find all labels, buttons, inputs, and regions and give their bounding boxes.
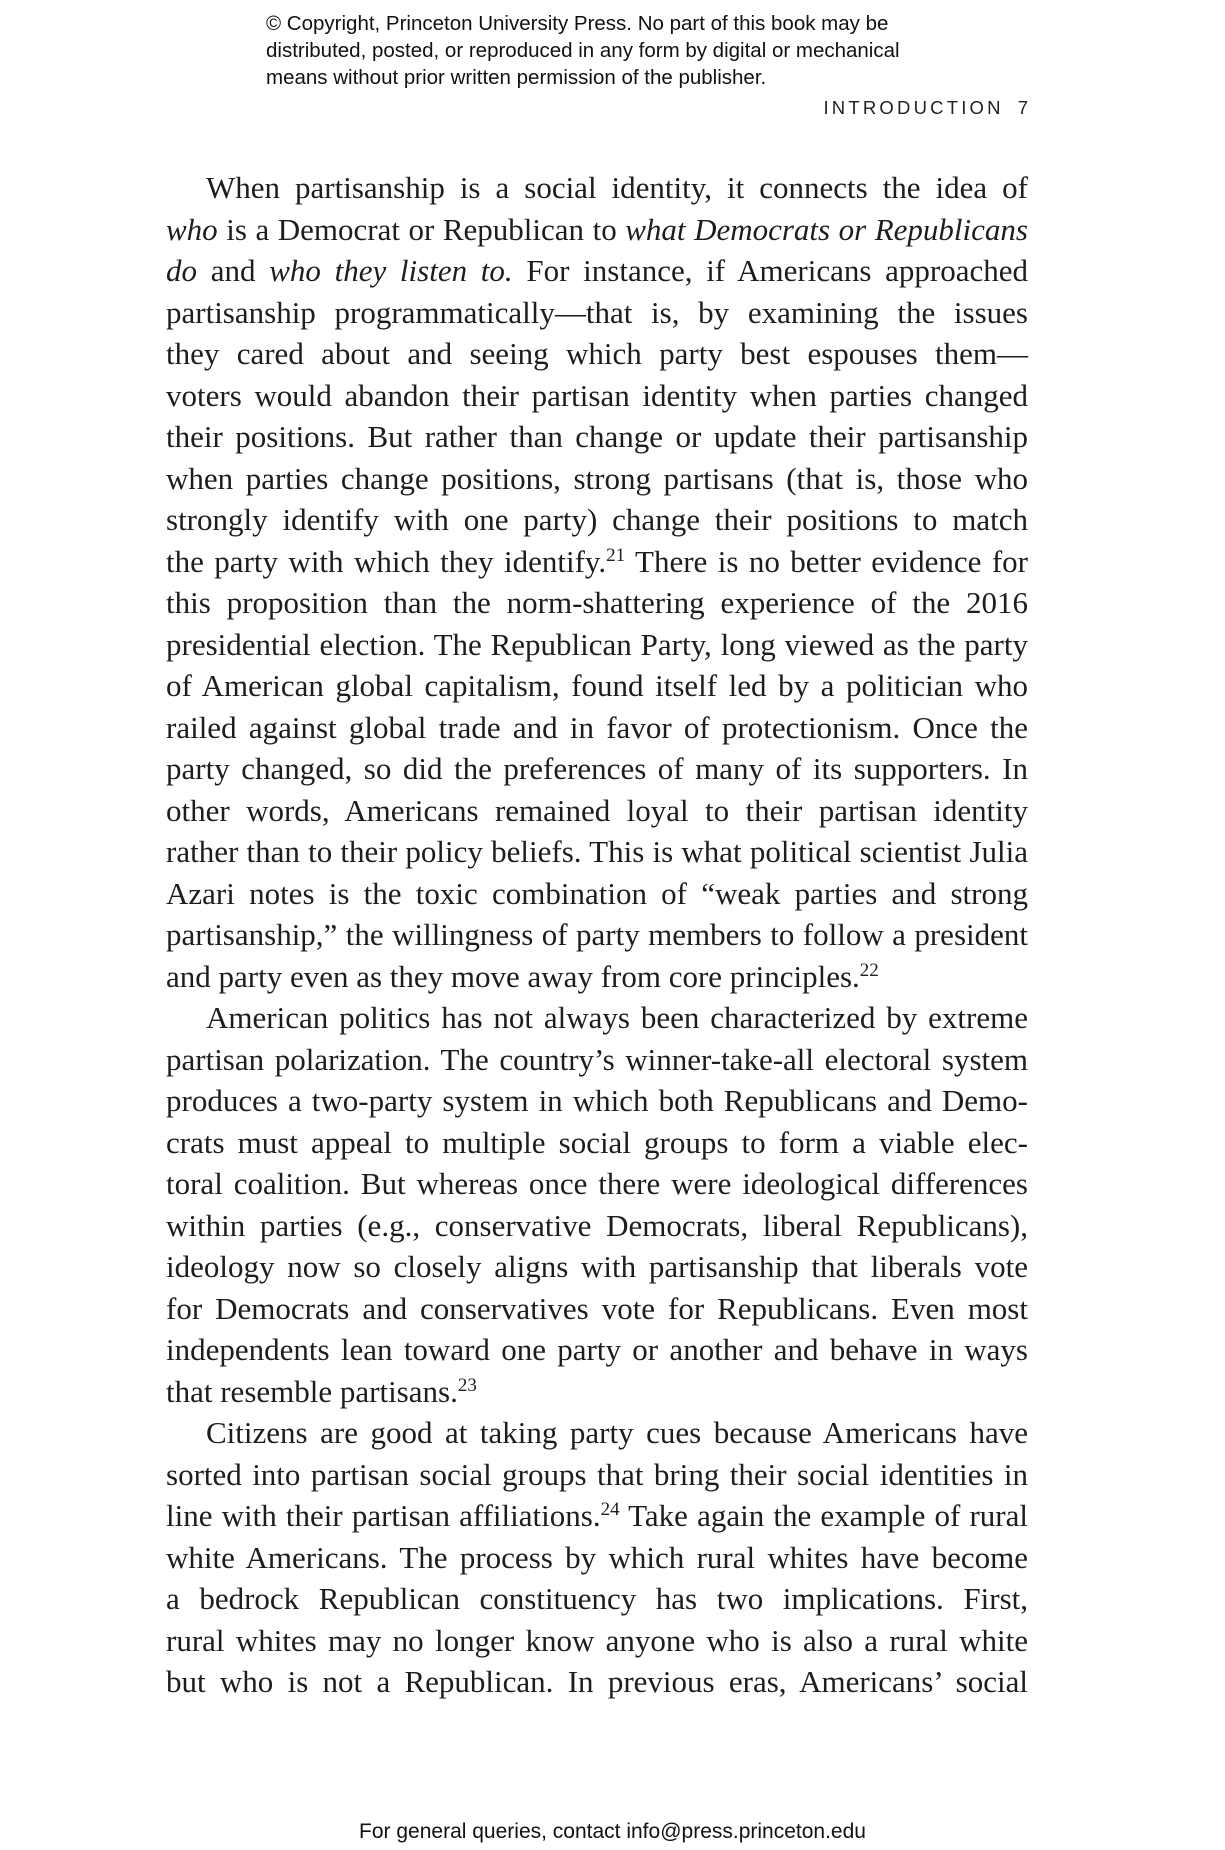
text-line: [166, 292, 1028, 334]
italic-run: do: [166, 253, 197, 288]
text-line: [166, 624, 1028, 666]
text-run: American politics has not always been characterized by extreme: [206, 1000, 1028, 1035]
text-line: [166, 1412, 1028, 1454]
text-line: [166, 1661, 1028, 1703]
text-run: railed against global trade and in favor of protectionism. Once the: [166, 709, 1028, 745]
text-line: [166, 1454, 1028, 1496]
footnote-marker[interactable]: 22: [859, 959, 879, 981]
text-run: they cared about and seeing which party best espouses them—: [166, 336, 1028, 371]
text-line: [166, 375, 1028, 417]
text-line: [166, 582, 1028, 624]
text-run: within parties (e.g., conservative Democrats, liberal Republicans),: [166, 1207, 1028, 1243]
text-run: other words, Americans remained loyal to their partisan identity: [166, 792, 1028, 828]
text-line: [166, 1039, 1028, 1081]
text-line: [166, 790, 1028, 832]
text-run: strongly identify with one party) change their positions to match: [166, 502, 1028, 537]
footer-contact: For general queries, contact info@press.princeton.edu: [359, 1820, 866, 1843]
text-line: [166, 458, 1028, 500]
footnote-marker[interactable]: 21: [606, 544, 626, 566]
text-line: [166, 1329, 1028, 1371]
text-run: rather than to their policy beliefs. This is what political scientist Julia: [166, 834, 1028, 869]
text-run: presidential election. The Republican Party, long viewed as the party: [166, 626, 1028, 662]
text-line: [166, 1288, 1028, 1330]
text-run: toral coalition. But whereas once there were ideological differences: [166, 1166, 1028, 1201]
text-run: line with their partisan affiliations.: [166, 1498, 601, 1533]
paragraph: [166, 1412, 1028, 1703]
text-run: crats must appeal to multiple social groups to form a viable elec-: [166, 1124, 1028, 1160]
text-line: [166, 250, 1028, 292]
text-run: When partisanship is a social identity, it connects the idea of: [206, 170, 1028, 205]
italic-run: what Democrats or Republicans: [625, 211, 1028, 247]
text-run: the party with which they identify.: [166, 543, 607, 579]
text-line: [166, 1205, 1028, 1247]
text-line: [166, 1620, 1028, 1662]
text-run: partisanship,” the willingness of party members to follow a president: [166, 917, 1028, 952]
text-run: Azari notes is the toxic combination of “weak parties and strong: [166, 875, 1028, 911]
text-line: [166, 1578, 1028, 1620]
footnote-marker[interactable]: 23: [457, 1374, 477, 1396]
text-run: partisan polarization. The country’s winner-take-all electoral system: [166, 1041, 1028, 1077]
text-line: [166, 167, 1028, 209]
text-line: [166, 956, 1028, 998]
text-run: a bedrock Republican constituency has two implications. First,: [166, 1581, 1028, 1616]
text-line: [166, 707, 1028, 749]
text-run: is a Democrat or Republican to: [217, 211, 626, 247]
text-line: [166, 665, 1028, 707]
text-run: Citizens are good at taking party cues because Americans have: [206, 1415, 1028, 1450]
text-run: Take again the example of rural: [619, 1498, 1028, 1533]
text-line: [166, 1495, 1028, 1537]
text-line: [166, 1537, 1028, 1579]
text-run: of American global capitalism, found itself led by a politician who: [166, 668, 1028, 703]
text-run: produces a two-party system in which both Republicans and Demo-: [166, 1083, 1028, 1118]
copyright-line: distributed, posted, or reproduced in any form by digital or mechanical: [266, 39, 900, 62]
text-line: [166, 416, 1028, 458]
text-line: [166, 873, 1028, 915]
text-run: this proposition than the norm-shattering experience of the 2016: [166, 585, 1028, 620]
text-line: [166, 1122, 1028, 1164]
copyright-notice: [266, 10, 1026, 91]
running-head-section: INTRODUCTION: [823, 97, 1004, 118]
text-run: sorted into partisan social groups that bring their social identities in: [166, 1456, 1028, 1492]
running-head: [166, 97, 1028, 119]
text-run: For instance, if Americans approached: [512, 253, 1028, 288]
text-line: [166, 914, 1028, 956]
footnote-marker[interactable]: 24: [600, 1499, 620, 1520]
text-run: and party even as they move away from core principles.: [166, 958, 860, 994]
copyright-line: © Copyright, Princeton University Press. No part of this book may be: [266, 12, 889, 35]
text-line: [166, 1371, 1028, 1413]
text-run: and: [197, 253, 270, 288]
italic-run: who they listen to.: [269, 253, 513, 288]
text-line: [166, 541, 1028, 583]
body-text: [166, 167, 1028, 1703]
text-line: [166, 1246, 1028, 1288]
text-run: party changed, so did the preferences of many of its supporters. In: [166, 751, 1028, 786]
text-run: their positions. But rather than change or update their partisanship: [166, 419, 1028, 454]
text-run: independents lean toward one party or another and behave in ways: [166, 1332, 1028, 1367]
text-run: but who is not a Republican. In previous eras, Americans’ social: [166, 1664, 1028, 1699]
text-line: [166, 1163, 1028, 1205]
copyright-line: means without prior written permission of the publisher.: [266, 66, 767, 89]
paragraph: [166, 997, 1028, 1412]
text-run: for Democrats and conservatives vote for Republicans. Even most: [166, 1290, 1028, 1326]
text-line: [166, 1080, 1028, 1122]
text-run: white Americans. The process by which rural whites have become: [166, 1539, 1028, 1575]
page-number: 7: [1017, 97, 1028, 118]
text-run: There is no better evidence for: [625, 543, 1028, 579]
text-run: that resemble partisans.: [166, 1373, 458, 1409]
text-run: voters would abandon their partisan identity when parties changed: [166, 377, 1028, 413]
text-line: [166, 209, 1028, 251]
italic-run: who: [166, 211, 218, 247]
text-run: rural whites may no longer know anyone who is also a rural white: [166, 1622, 1028, 1658]
text-line: [166, 333, 1028, 375]
paragraph: [166, 167, 1028, 997]
text-run: partisanship programmatically—that is, by examining the issues: [166, 294, 1028, 330]
text-run: ideology now so closely aligns with partisanship that liberals vote: [166, 1249, 1028, 1284]
text-line: [166, 748, 1028, 790]
text-run: when parties change positions, strong partisans (that is, those who: [166, 460, 1028, 496]
text-line: [166, 831, 1028, 873]
text-line: [166, 499, 1028, 541]
text-line: [166, 997, 1028, 1039]
